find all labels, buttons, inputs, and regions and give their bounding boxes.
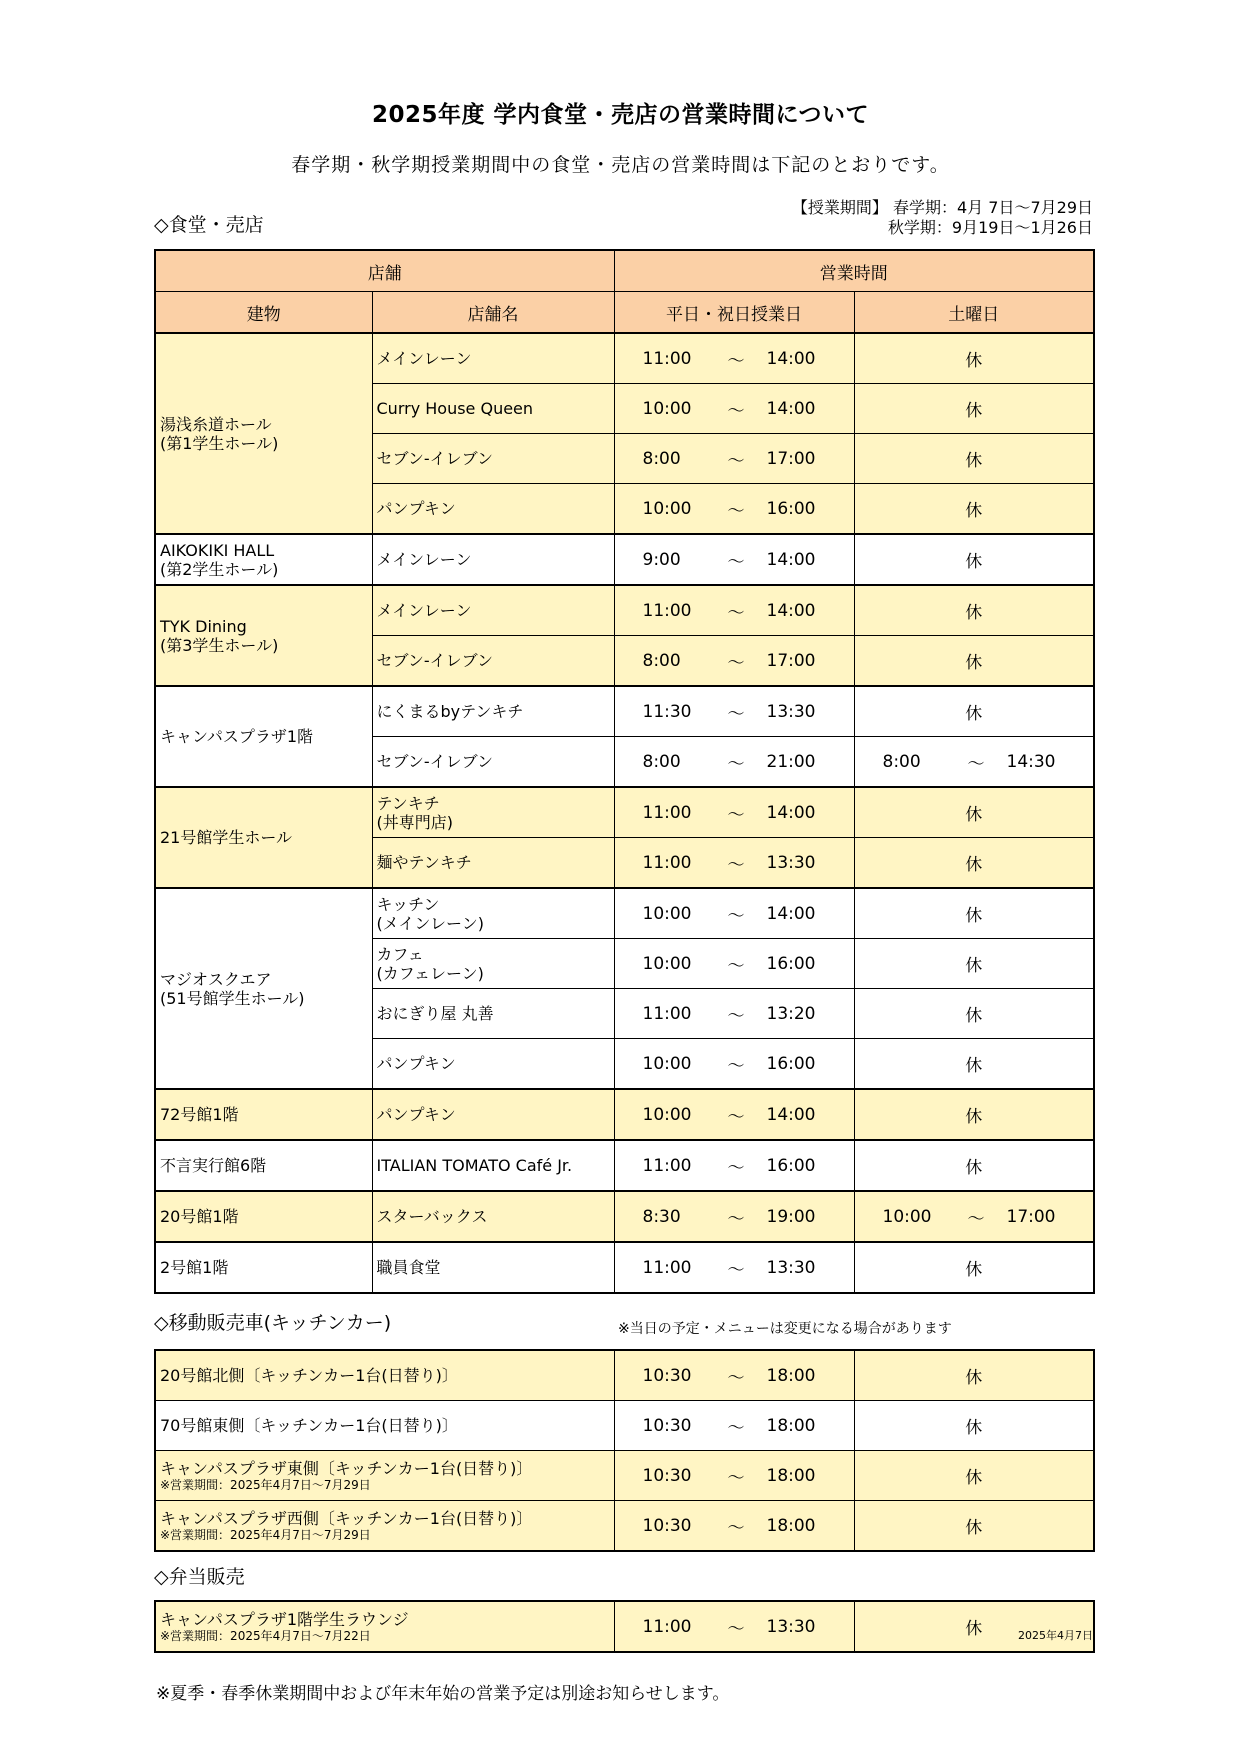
saturday-closed: 休 [854,1089,1094,1140]
tilde: ～ [727,805,745,825]
hours-cell [614,434,854,484]
text-line: 職員食堂 [376,1258,441,1277]
saturday-closed: 休 [854,838,1094,889]
open-time: 10:00 [642,953,692,974]
text-line: 20号館1階 [160,1207,239,1226]
text-line: (丼専門店) [376,812,453,832]
table-row [155,585,1094,636]
saturday-closed: 休 [854,484,1094,535]
text-line: 72号館1階 [160,1105,239,1124]
building-cell [155,1242,372,1293]
saturday-closed: 休 [854,333,1094,384]
tilde: ～ [727,1619,745,1639]
text-line: テンキチ [376,793,440,813]
tilde: ～ [727,1006,745,1026]
open-time: 10:00 [882,1206,932,1227]
text-line: 21号館学生ホール [160,828,293,847]
shop-name-cell [372,838,614,889]
hours-cell [614,1242,854,1293]
close-time: 13:30 [766,701,816,722]
tilde: ～ [727,552,745,572]
close-time: 19:00 [766,1206,816,1227]
saturday-closed: 休 [854,1501,1094,1552]
operating-period: ※営業期間：2025年4月7日～7月29日 [160,1528,371,1542]
location-name: キャンパスプラザ西側〔キッチンカー1台(日替り)〕 [160,1509,533,1528]
section-heading-bento: ◇弁当販売 [154,1566,245,1588]
hours-cell [614,636,854,687]
table-row [155,333,1094,384]
text-line: AIKOKIKI HALL [160,540,275,560]
hours-cell [854,737,1094,788]
text-line: メインレーン [376,550,472,569]
close-time: 13:30 [766,1257,816,1278]
tilde: ～ [727,754,745,774]
location-name: 70号館東側〔キッチンカー1台(日替り)〕 [160,1416,458,1435]
close-time: 16:00 [766,1053,816,1074]
text-line: (カフェレーン) [376,963,484,983]
close-time: 14:00 [766,1104,816,1125]
shop-name-cell [372,484,614,535]
shop-name-cell [372,434,614,484]
table-row [155,1089,1094,1140]
table-row [155,787,1094,838]
text-line: 2号館1階 [160,1258,229,1277]
text-line: カフェ [376,944,424,964]
close-time: 17:00 [766,448,816,469]
open-time: 11:00 [642,348,692,369]
open-time: 11:00 [642,852,692,873]
food-hours-table [154,249,1095,1294]
class-period [792,198,1093,238]
building-cell [155,1191,372,1242]
footer-note: ※夏季・春季休業期間中および年末年始の営業予定は別途お知らせします。 [156,1684,730,1704]
text-line: パンプキン [376,1105,456,1124]
shop-name-cell [372,989,614,1039]
operating-period: ※営業期間：2025年4月7日～7月29日 [160,1478,371,1492]
header-saturday: 土曜日 [854,292,1094,334]
tilde: ～ [727,1260,745,1280]
close-time: 14:00 [766,903,816,924]
open-time: 10:30 [642,1515,692,1536]
open-time: 11:00 [642,1003,692,1024]
shop-name-cell [372,534,614,585]
operating-period: ※営業期間：2025年4月7日～7月22日 [160,1629,371,1643]
text-line: (第1学生ホール) [160,433,279,453]
period-line-2: 秋学期：9月19日～1月26日 [887,218,1093,237]
open-time: 11:00 [642,1155,692,1176]
close-time: 18:00 [766,1415,816,1436]
open-time: 11:00 [642,1257,692,1278]
shop-name-cell [372,1140,614,1191]
tilde: ～ [967,754,985,774]
close-time: 14:00 [766,802,816,823]
section-heading-mobile: ◇移動販売車(キッチンカー) [154,1312,392,1334]
page-subtitle: 春学期・秋学期授業期間中の食堂・売店の営業時間は下記のとおりです。 [291,154,950,176]
location-name: キャンパスプラザ東側〔キッチンカー1台(日替り)〕 [160,1459,533,1478]
hours-cell [614,888,854,939]
open-time: 8:00 [642,751,681,772]
close-time: 16:00 [766,1155,816,1176]
tilde: ～ [727,1518,745,1538]
open-time: 11:30 [642,701,692,722]
hours-cell [614,1039,854,1090]
text-line: キッチン [376,894,440,914]
tilde: ～ [727,351,745,371]
saturday-closed: 休 [854,585,1094,636]
shop-name-cell [372,585,614,636]
text-line: (51号館学生ホール) [160,988,305,1008]
open-time: 9:00 [642,549,681,570]
table-row [155,1501,1094,1552]
tilde: ～ [727,401,745,421]
table-row [155,1401,1094,1451]
period-line-1: 【授業期間】 春学期：4月 7日～7月29日 [791,198,1093,217]
hours-cell [614,585,854,636]
tilde: ～ [727,603,745,623]
header-hours: 営業時間 [614,250,1094,292]
tilde: ～ [727,1368,745,1388]
shop-name-cell [372,384,614,434]
table-row [155,1140,1094,1191]
open-time: 10:30 [642,1415,692,1436]
section-heading-food: ◇食堂・売店 [154,214,264,236]
location-name: キャンパスプラザ1階学生ラウンジ [160,1610,409,1629]
building-cell [155,686,372,787]
saturday-closed: 休 [854,686,1094,737]
tilde: ～ [727,855,745,875]
tilde: ～ [727,451,745,471]
header-shop-name: 店舗名 [372,292,614,334]
shop-name-cell [372,333,614,384]
text-line: セブン-イレブン [376,752,493,771]
saturday-closed: 休 [854,989,1094,1039]
close-time: 14:00 [766,600,816,621]
text-line: セブン-イレブン [376,651,493,670]
table-row [155,686,1094,737]
mobile-note: ※当日の予定・メニューは変更になる場合があります [618,1321,952,1337]
hours-cell [614,384,854,434]
hours-cell [614,1401,854,1451]
building-cell [155,1089,372,1140]
location-cell [155,1501,614,1552]
close-time: 14:00 [766,398,816,419]
open-time: 8:30 [642,1206,681,1227]
text-line: メインレーン [376,601,472,620]
tilde: ～ [727,1056,745,1076]
header-weekday: 平日・祝日授業日 [614,292,854,334]
close-time: 18:00 [766,1365,816,1386]
shop-name-cell [372,737,614,788]
close-time: 14:00 [766,549,816,570]
hours-cell [614,838,854,889]
close-time: 17:00 [1006,1206,1056,1227]
open-time: 8:00 [882,751,921,772]
tilde: ～ [727,906,745,926]
saturday-closed: 休 [854,1039,1094,1090]
tilde: ～ [727,1107,745,1127]
page-title: 2025年度 学内食堂・売店の営業時間について [371,102,870,128]
text-line: パンプキン [376,499,456,518]
text-line: メインレーン [376,349,472,368]
text-line: パンプキン [376,1054,456,1073]
text-line: スターバックス [376,1207,488,1226]
building-cell [155,585,372,686]
close-time: 14:00 [766,348,816,369]
close-time: 13:20 [766,1003,816,1024]
table-row [155,1350,1094,1401]
saturday-closed: 休 [854,888,1094,939]
hours-cell [614,534,854,585]
hours-cell [614,787,854,838]
shop-name-cell [372,1089,614,1140]
tilde: ～ [727,653,745,673]
close-time: 17:00 [766,650,816,671]
hours-cell [614,333,854,384]
open-time: 11:00 [642,1616,692,1637]
location-cell [155,1601,614,1652]
table-row [155,1242,1094,1293]
hours-cell [614,1451,854,1501]
header-store: 店舗 [155,250,614,292]
text-line: ITALIAN TOMATO Café Jr. [376,1156,573,1175]
close-time: 16:00 [766,953,816,974]
open-time: 8:00 [642,650,681,671]
text-line: キャンパスプラザ1階 [160,727,314,746]
table-row [155,888,1094,939]
header-building: 建物 [155,292,372,334]
text-line: Curry House Queen [376,399,534,418]
saturday-closed: 休 [854,1401,1094,1451]
tilde: ～ [727,956,745,976]
building-cell [155,534,372,585]
saturday-closed: 休 [854,787,1094,838]
table-row [155,1451,1094,1501]
text-line: 湯浅糸道ホール [160,414,272,434]
close-time: 13:30 [766,1616,816,1637]
saturday-closed: 休 [854,636,1094,687]
text-line: 不言実行館6階 [160,1156,267,1175]
close-time: 18:00 [766,1465,816,1486]
location-cell [155,1401,614,1451]
close-time: 14:30 [1006,751,1056,772]
shop-name-cell [372,1191,614,1242]
text-line: TYK Dining [160,616,247,636]
bento-sales-table [154,1600,1095,1653]
hours-cell [614,1501,854,1552]
shop-name-cell [372,787,614,838]
building-cell [155,888,372,1089]
tilde: ～ [727,1468,745,1488]
hours-cell [614,484,854,535]
table-row [155,534,1094,585]
text-line: (第3学生ホール) [160,635,279,655]
table-row [155,1601,1094,1652]
close-time: 18:00 [766,1515,816,1536]
hours-cell [614,1601,854,1652]
saturday-closed: 休 [854,384,1094,434]
shop-name-cell [372,1039,614,1090]
text-line: セブン-イレブン [376,449,493,468]
hours-cell [614,1089,854,1140]
saturday-closed: 休 [854,534,1094,585]
mobile-sales-table [154,1349,1095,1552]
open-time: 10:00 [642,498,692,519]
location-cell [155,1350,614,1401]
open-time: 10:30 [642,1365,692,1386]
close-time: 13:30 [766,852,816,873]
shop-name-cell [372,686,614,737]
document-date: 2025年4月7日 [1018,1629,1093,1642]
hours-cell [854,1191,1094,1242]
table-row [155,1191,1094,1242]
text-line: にくまるbyテンキチ [376,702,524,721]
saturday-closed: 休 [854,1140,1094,1191]
shop-name-cell [372,1242,614,1293]
building-cell [155,333,372,534]
open-time: 10:30 [642,1465,692,1486]
close-time: 21:00 [766,751,816,772]
location-cell [155,1451,614,1501]
shop-name-cell [372,939,614,989]
shop-name-cell [372,888,614,939]
open-time: 10:00 [642,1104,692,1125]
building-cell [155,1140,372,1191]
tilde: ～ [727,1158,745,1178]
text-line: (第2学生ホール) [160,559,279,579]
close-time: 16:00 [766,498,816,519]
open-time: 11:00 [642,802,692,823]
hours-cell [614,1140,854,1191]
tilde: ～ [967,1209,985,1229]
saturday-closed: 休 [854,1242,1094,1293]
hours-cell [614,737,854,788]
saturday-closed: 休 [854,1601,1094,1652]
open-time: 10:00 [642,398,692,419]
hours-cell [614,939,854,989]
saturday-closed: 休 [854,939,1094,989]
open-time: 10:00 [642,1053,692,1074]
tilde: ～ [727,1418,745,1438]
hours-cell [614,686,854,737]
text-line: (メインレーン) [376,913,484,933]
saturday-closed: 休 [854,1350,1094,1401]
text-line: マジオスクエア [160,969,272,989]
hours-cell [614,1350,854,1401]
text-line: おにぎり屋 丸善 [376,1004,494,1023]
tilde: ～ [727,501,745,521]
open-time: 11:00 [642,600,692,621]
location-name: 20号館北側〔キッチンカー1台(日替り)〕 [160,1366,458,1385]
text-line: 麺やテンキチ [376,853,472,872]
hours-cell [614,1191,854,1242]
building-cell [155,787,372,888]
open-time: 10:00 [642,903,692,924]
open-time: 8:00 [642,448,681,469]
tilde: ～ [727,1209,745,1229]
shop-name-cell [372,636,614,687]
hours-cell [614,989,854,1039]
tilde: ～ [727,704,745,724]
saturday-closed: 休 [854,1451,1094,1501]
saturday-closed: 休 [854,434,1094,484]
